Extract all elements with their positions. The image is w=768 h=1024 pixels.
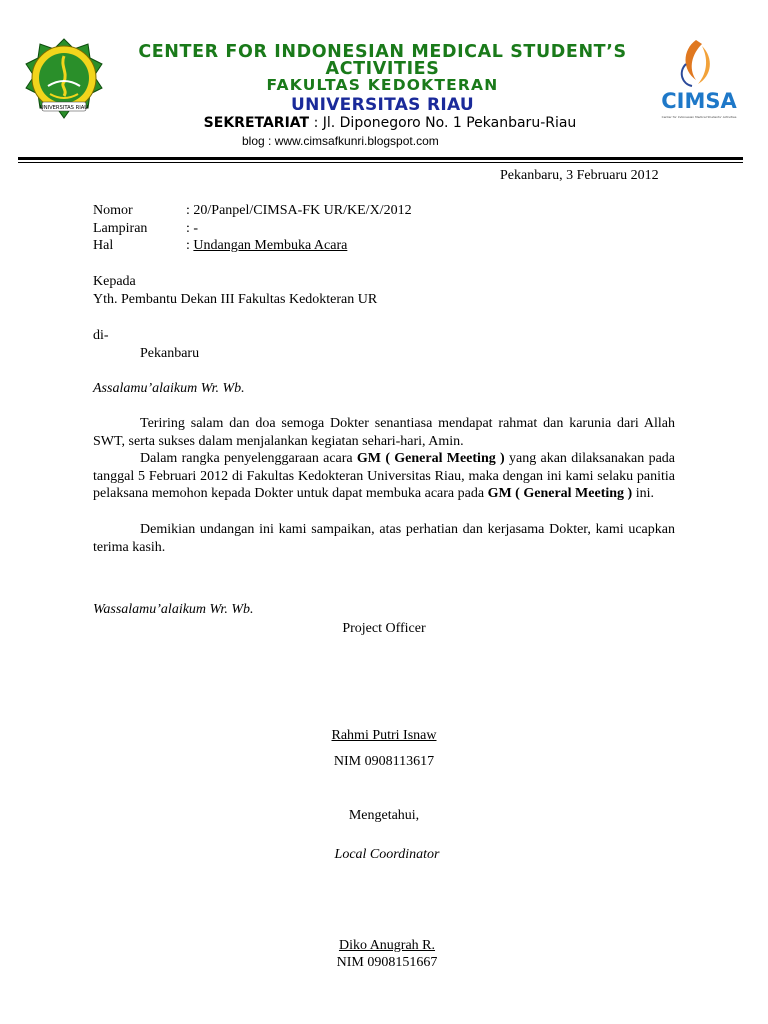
lampiran-label: Lampiran — [93, 221, 148, 236]
secretariat-address — [0, 115, 768, 131]
signer1-name: Rahmi Putri Isnaw — [331, 728, 437, 743]
p2-text-a: Dalam rangka penyelenggaraan acara — [140, 451, 357, 466]
body-paragraph-3: Demikian undangan ini kami sampaikan, atas perhatian dan kerjasama Dokter, kami ucapkan terima kasih. — [93, 522, 675, 555]
blog-url: blog : www.cimsafkunri.blogspot.com — [242, 134, 439, 148]
signer2-name: Diko Anugrah R. — [338, 938, 436, 953]
hal-colon: : — [186, 238, 194, 253]
nomor-label: Nomor — [93, 203, 133, 218]
recipient-city: Pekanbaru — [140, 346, 200, 361]
org-name-university: UNIVERSITAS RIAU — [290, 95, 475, 115]
universitas-riau-logo — [22, 36, 106, 126]
kepada-label: Kepada — [93, 274, 136, 289]
hal-label: Hal — [93, 238, 114, 253]
org-name-line1: CENTER FOR INDONESIAN MEDICAL STUDENT’S ACTIVITIES — [138, 42, 627, 79]
header-rule-thick — [18, 157, 743, 160]
signer2-nim: NIM 0908151667 — [336, 955, 438, 970]
lampiran-value: : - — [186, 221, 199, 236]
secretariat-label: SEKRETARIAT — [203, 115, 310, 131]
closing-greeting: Wassalamu’alaikum Wr. Wb. — [93, 602, 254, 617]
recipient-name: Yth. Pembantu Dekan III Fakultas Kedokteran UR — [93, 292, 378, 307]
acknowledged-label: Mengetahui, — [348, 808, 420, 823]
opening-greeting: Assalamu’alaikum Wr. Wb. — [93, 381, 245, 396]
svg-text:CIMSA: CIMSA — [661, 89, 737, 113]
secretariat-value: : Jl. Diponegoro No. 1 Pekanbaru-Riau — [313, 115, 577, 131]
header-rule-thin — [18, 162, 743, 163]
org-name-faculty: FAKULTAS KEDOKTERAN — [266, 76, 499, 94]
signer1-nim: NIM 0908113617 — [333, 754, 435, 769]
body-paragraph-2 — [93, 450, 675, 503]
svg-text:UNIVERSITAS RIAU: UNIVERSITAS RIAU — [39, 105, 89, 111]
p2-text-e: ini. — [632, 486, 654, 501]
di-label: di- — [93, 328, 109, 343]
cimsa-logo — [652, 36, 746, 126]
signer2-role: Local Coordinator — [334, 847, 440, 862]
p2-event-bold-2: GM ( General Meeting ) — [487, 486, 633, 501]
hal-subject: Undangan Membuka Acara — [193, 238, 348, 253]
p2-event-bold-1: GM ( General Meeting ) — [356, 451, 505, 466]
p2-text-c: yang akan dilaksanakan pada tanggal 5 Februari 2012 di Fakultas Kedokteran Universitas Riau, maka dengan ini kami selaku panitia pelaksana memohon kepada Dokter untuk dapat membuka acara pada — [93, 451, 675, 501]
place-date: Pekanbaru, 3 Februaru 2012 — [500, 168, 659, 183]
body-paragraph-1: Teriring salam dan doa semoga Dokter senantiasa mendapat rahmat dan karunia dari Allah SWT, serta sukses dalam menjalankan kegiatan sehari-hari, Amin. — [93, 416, 675, 449]
hal-value — [186, 237, 347, 254]
nomor-value: : 20/Panpel/CIMSA-FK UR/KE/X/2012 — [186, 203, 412, 218]
svg-text:Center for Indonesian Medical: Center for Indonesian Medical Students' Activities — [661, 115, 737, 119]
signer1-role: Project Officer — [342, 621, 426, 636]
